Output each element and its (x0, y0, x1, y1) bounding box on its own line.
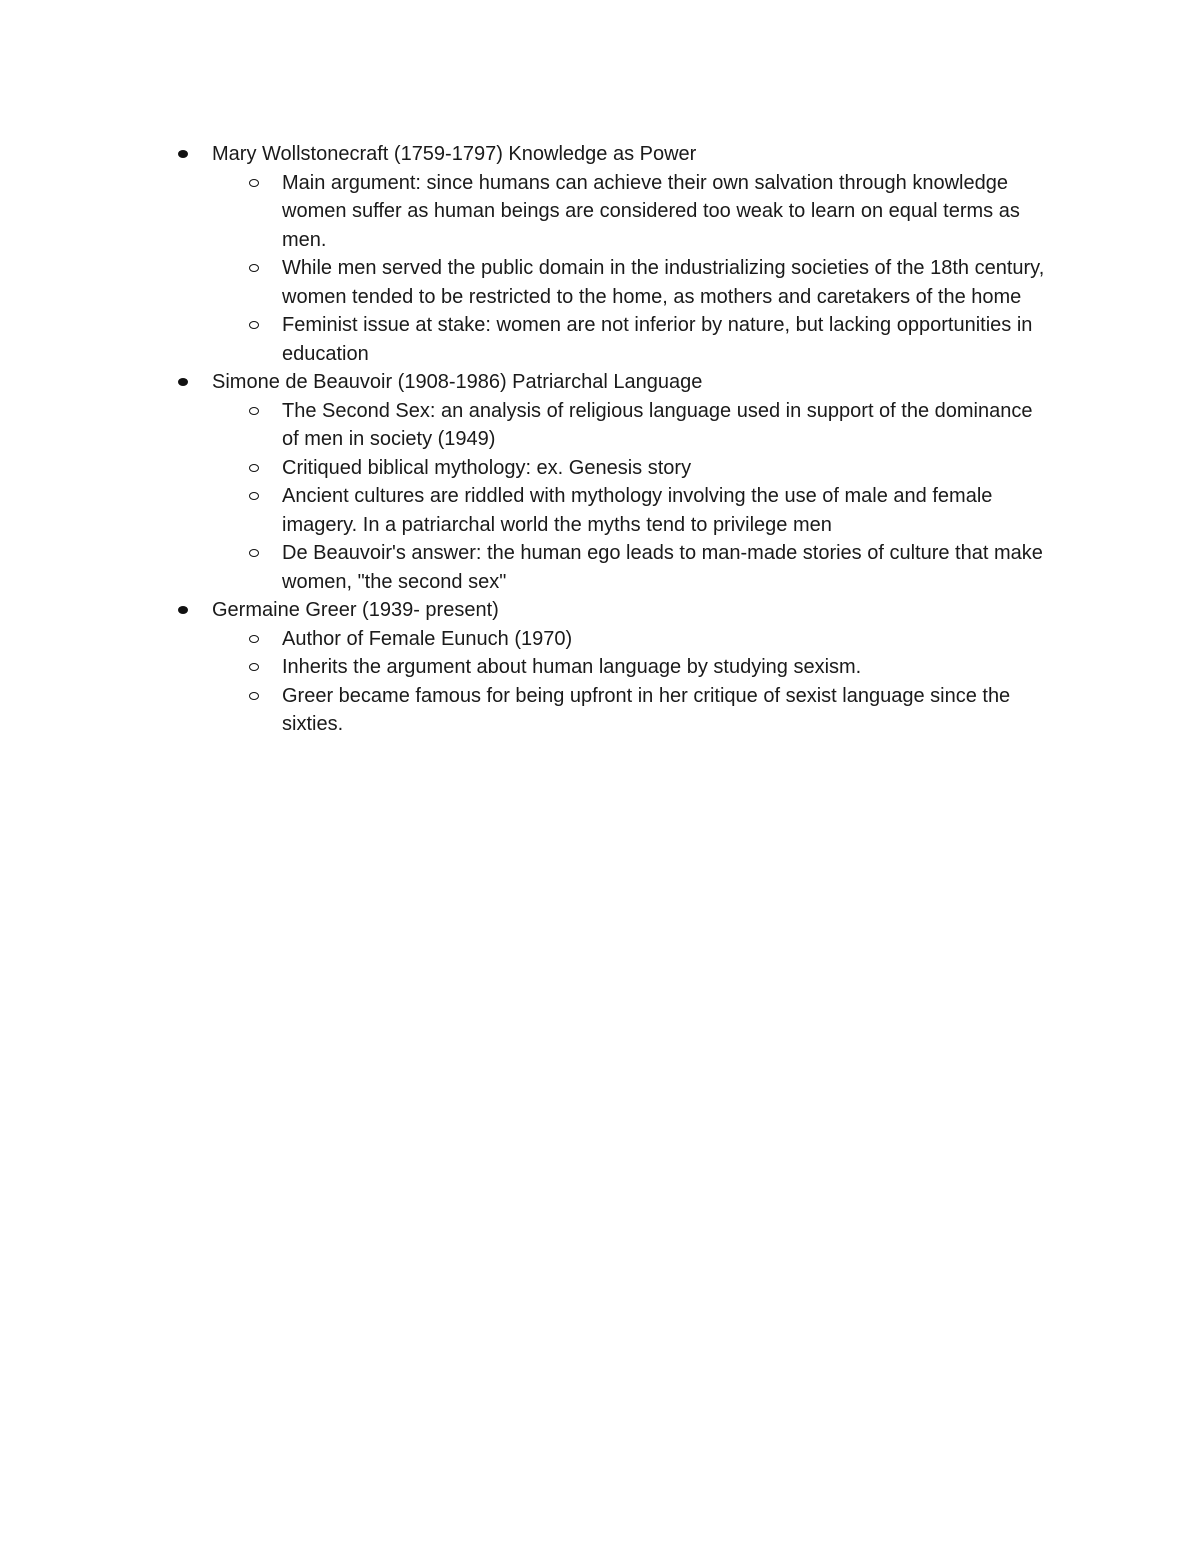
sub-item-text: Critiqued biblical mythology: ex. Genesis story (282, 456, 692, 479)
sub-item-text: De Beauvoir's answer: the human ego leads to man-made stories of culture that make women, "the second sex" (282, 542, 1043, 593)
sub-item-text: Greer became famous for being upfront in her critique of sexist language since the sixties. (282, 684, 1011, 735)
outline-item-title: Mary Wollstonecraft (1759-1797) Knowledge as Power (212, 143, 697, 165)
filled-bullet-icon (178, 378, 188, 386)
hollow-bullet-icon (249, 464, 259, 472)
sub-item (0, 682, 1052, 739)
sub-item (0, 625, 1052, 654)
outline-list (0, 140, 1200, 739)
sub-item-text: Ancient cultures are riddled with mythology involving the use of male and female imagery. In a patriarchal world the myths tend to privilege men (282, 485, 993, 536)
hollow-bullet-icon (249, 264, 259, 272)
sub-item-text: Main argument: since humans can achieve their own salvation through knowledge women suffer as human beings are considered too weak to learn on equal terms as men. (282, 171, 1020, 251)
hollow-bullet-icon (249, 549, 259, 557)
sub-item (0, 653, 1052, 682)
sub-list (212, 397, 1072, 597)
sub-item-text: The Second Sex: an analysis of religious language used in support of the dominance of men in society (1949) (282, 399, 1033, 450)
sub-item (0, 482, 1052, 539)
sub-item-text: Feminist issue at stake: women are not inferior by nature, but lacking opportunities in education (282, 314, 1033, 365)
sub-item (0, 254, 1052, 311)
outline-item-title: Germaine Greer (1939- present) (212, 599, 499, 621)
hollow-bullet-icon (249, 321, 259, 329)
sub-list (212, 625, 1072, 739)
hollow-bullet-icon (249, 179, 259, 187)
sub-item (0, 397, 1052, 454)
outline-item-de-beauvoir (0, 368, 1072, 596)
sub-item (0, 454, 1052, 483)
hollow-bullet-icon (249, 407, 259, 415)
filled-bullet-icon (178, 606, 188, 614)
outline-item-greer (0, 596, 1072, 739)
hollow-bullet-icon (249, 663, 259, 671)
filled-bullet-icon (178, 150, 188, 158)
sub-item (0, 311, 1052, 368)
hollow-bullet-icon (249, 692, 259, 700)
hollow-bullet-icon (249, 492, 259, 500)
sub-item-text: Inherits the argument about human language by studying sexism. (282, 656, 862, 678)
outline-item-wollstonecraft (0, 140, 1072, 368)
sub-item-text: Author of Female Eunuch (1970) (282, 627, 573, 650)
sub-list (212, 169, 1072, 369)
outline-item-title: Simone de Beauvoir (1908-1986) Patriarchal Language (212, 371, 703, 393)
hollow-bullet-icon (249, 635, 259, 643)
sub-item (0, 539, 1052, 596)
sub-item-text: While men served the public domain in the industrializing societies of the 18th century, women tended to be restricted to the home, as mothers and caretakers of the home (282, 257, 1045, 308)
sub-item (0, 169, 1052, 255)
